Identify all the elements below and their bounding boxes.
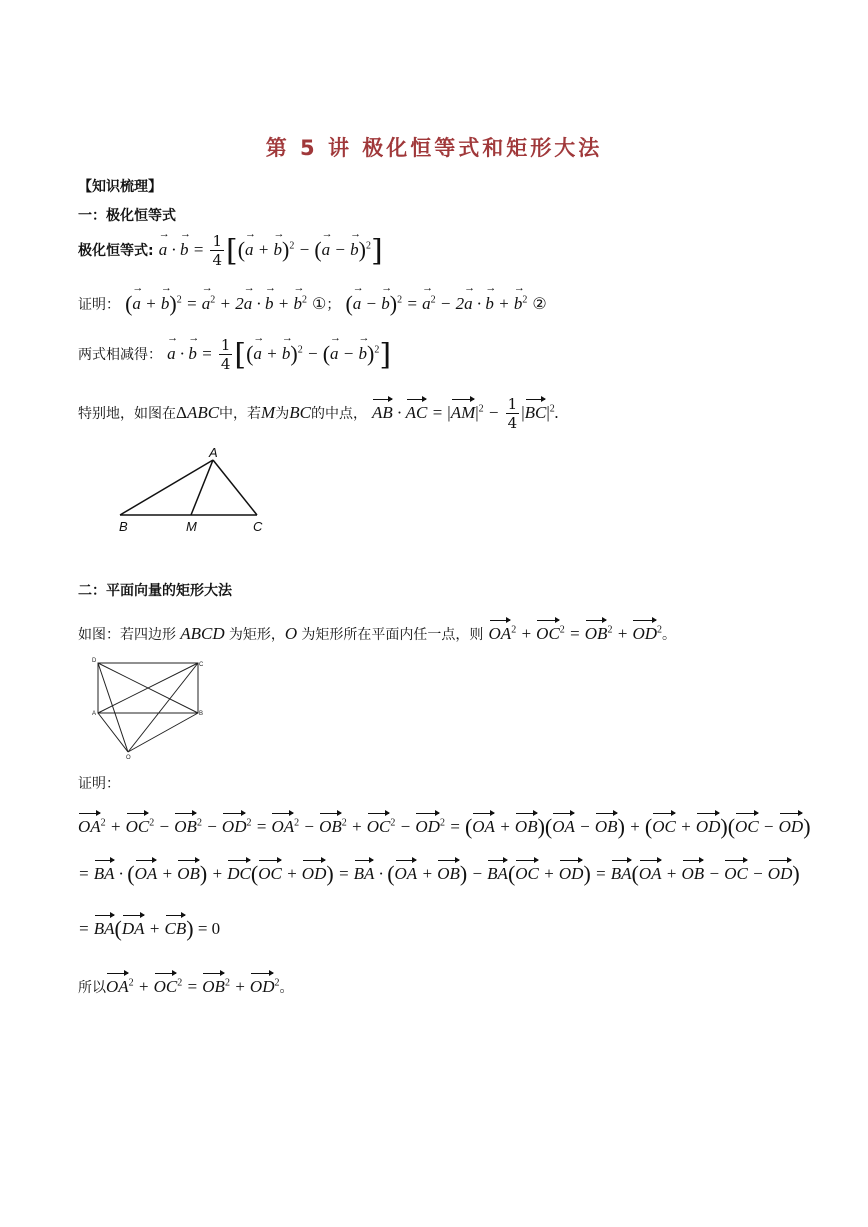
section-knowledge-heading: 【知识梳理】 xyxy=(78,179,162,195)
rect-prefix: 如图：若四边形 xyxy=(78,627,176,643)
rectangle-statement: 如图：若四边形 ABCD 为矩形，O 为矩形所在平面内任一点，则 $OA^2 + OC^2 = OB^2 + OD^2$。 xyxy=(78,617,676,644)
triangle-figure xyxy=(110,445,280,540)
section-2-heading: 二：平面向量的矩形大法 xyxy=(78,583,232,599)
rect-mid1: 为矩形， xyxy=(228,627,285,643)
conclusion-end: 。 xyxy=(279,980,294,996)
proof-formula: 证明： (→ a + → b)$^2$ = → $a^2 + 2\to a$ · → b + → $b^2$ ①； (→ a − → b)$^2$ = → $a^2 - 2\to a$ · → b + → $b^2$ ② xyxy=(78,291,547,317)
subtract-label: 两式相减得： xyxy=(78,347,162,363)
proof-2-label: 证明： xyxy=(78,776,120,792)
page-title: 第 5 讲 极化恒等式和矩形大法 xyxy=(265,136,603,160)
subtract-formula: 两式相减得： → a · → b = $\frac{1}{4}$ [(→ a + → b)$^2$ − (→ a − → b)$^2$] xyxy=(78,336,391,373)
rect-vertex-a-label: A xyxy=(92,711,97,717)
special-case-line: 特别地，如图在ΔABC中，若M为BC的中点， AB · AC = $|AM|^2$ − $\frac{1}{4}$ $|BC|^2$. xyxy=(78,395,559,432)
proof-line-3: = BA(DA + CB) = 0 xyxy=(78,912,220,942)
equation-1-marker: ① xyxy=(312,294,327,313)
vertex-m-label: M xyxy=(186,519,197,534)
rect-vertex-c-label: C xyxy=(199,662,204,668)
proof-line-2: = BA · (OA + OB) + DC(OC + OD) = BA · (OA + OB) − BA(OC + OD) = BA(OA + OB − OC − OD) xyxy=(78,857,800,887)
rect-end: 。 xyxy=(662,627,676,643)
identity-formula: 极化恒等式: → a · → b = $\frac{1}{4}$ [(→ a + → b)$^2$ − (→ a − → b)$^2$] xyxy=(78,232,383,269)
rect-vertex-d-label: D xyxy=(92,658,97,664)
rect-mid2: 为矩形所在平面内任一点，则 xyxy=(301,627,484,643)
special-mid2: 为 xyxy=(275,406,290,422)
vertex-c-label: C xyxy=(253,519,263,534)
vertex-b-label: B xyxy=(119,519,128,534)
conclusion-line: 所以$OA^2 + OC^2 = OB^2 + OD^2$。 xyxy=(78,970,293,997)
section-1-heading: 一：极化恒等式 xyxy=(78,208,176,224)
equation-2-marker: ② xyxy=(532,294,547,313)
rectangle-figure xyxy=(88,655,213,763)
identity-label: 极化恒等式: xyxy=(78,243,154,259)
rect-vertex-o-label: O xyxy=(126,755,131,761)
special-mid1: 中，若 xyxy=(219,406,262,422)
rect-vertex-b-label: B xyxy=(199,711,204,717)
proof-line-1: $OA^2 + OC^2 - OB^2 - OD^2 = OA^2 - OB^2 + OC^2 - OD^2 = (OA + OB)(OA - OB) + (OC + OD)(OC - OD)$ xyxy=(78,810,811,840)
conclusion-prefix: 所以 xyxy=(78,980,106,996)
special-prefix: 特别地，如图在 xyxy=(78,406,176,422)
vertex-a-label: A xyxy=(209,445,218,460)
proof-label: 证明： xyxy=(78,297,120,313)
special-mid3: 的中点， xyxy=(310,406,367,422)
